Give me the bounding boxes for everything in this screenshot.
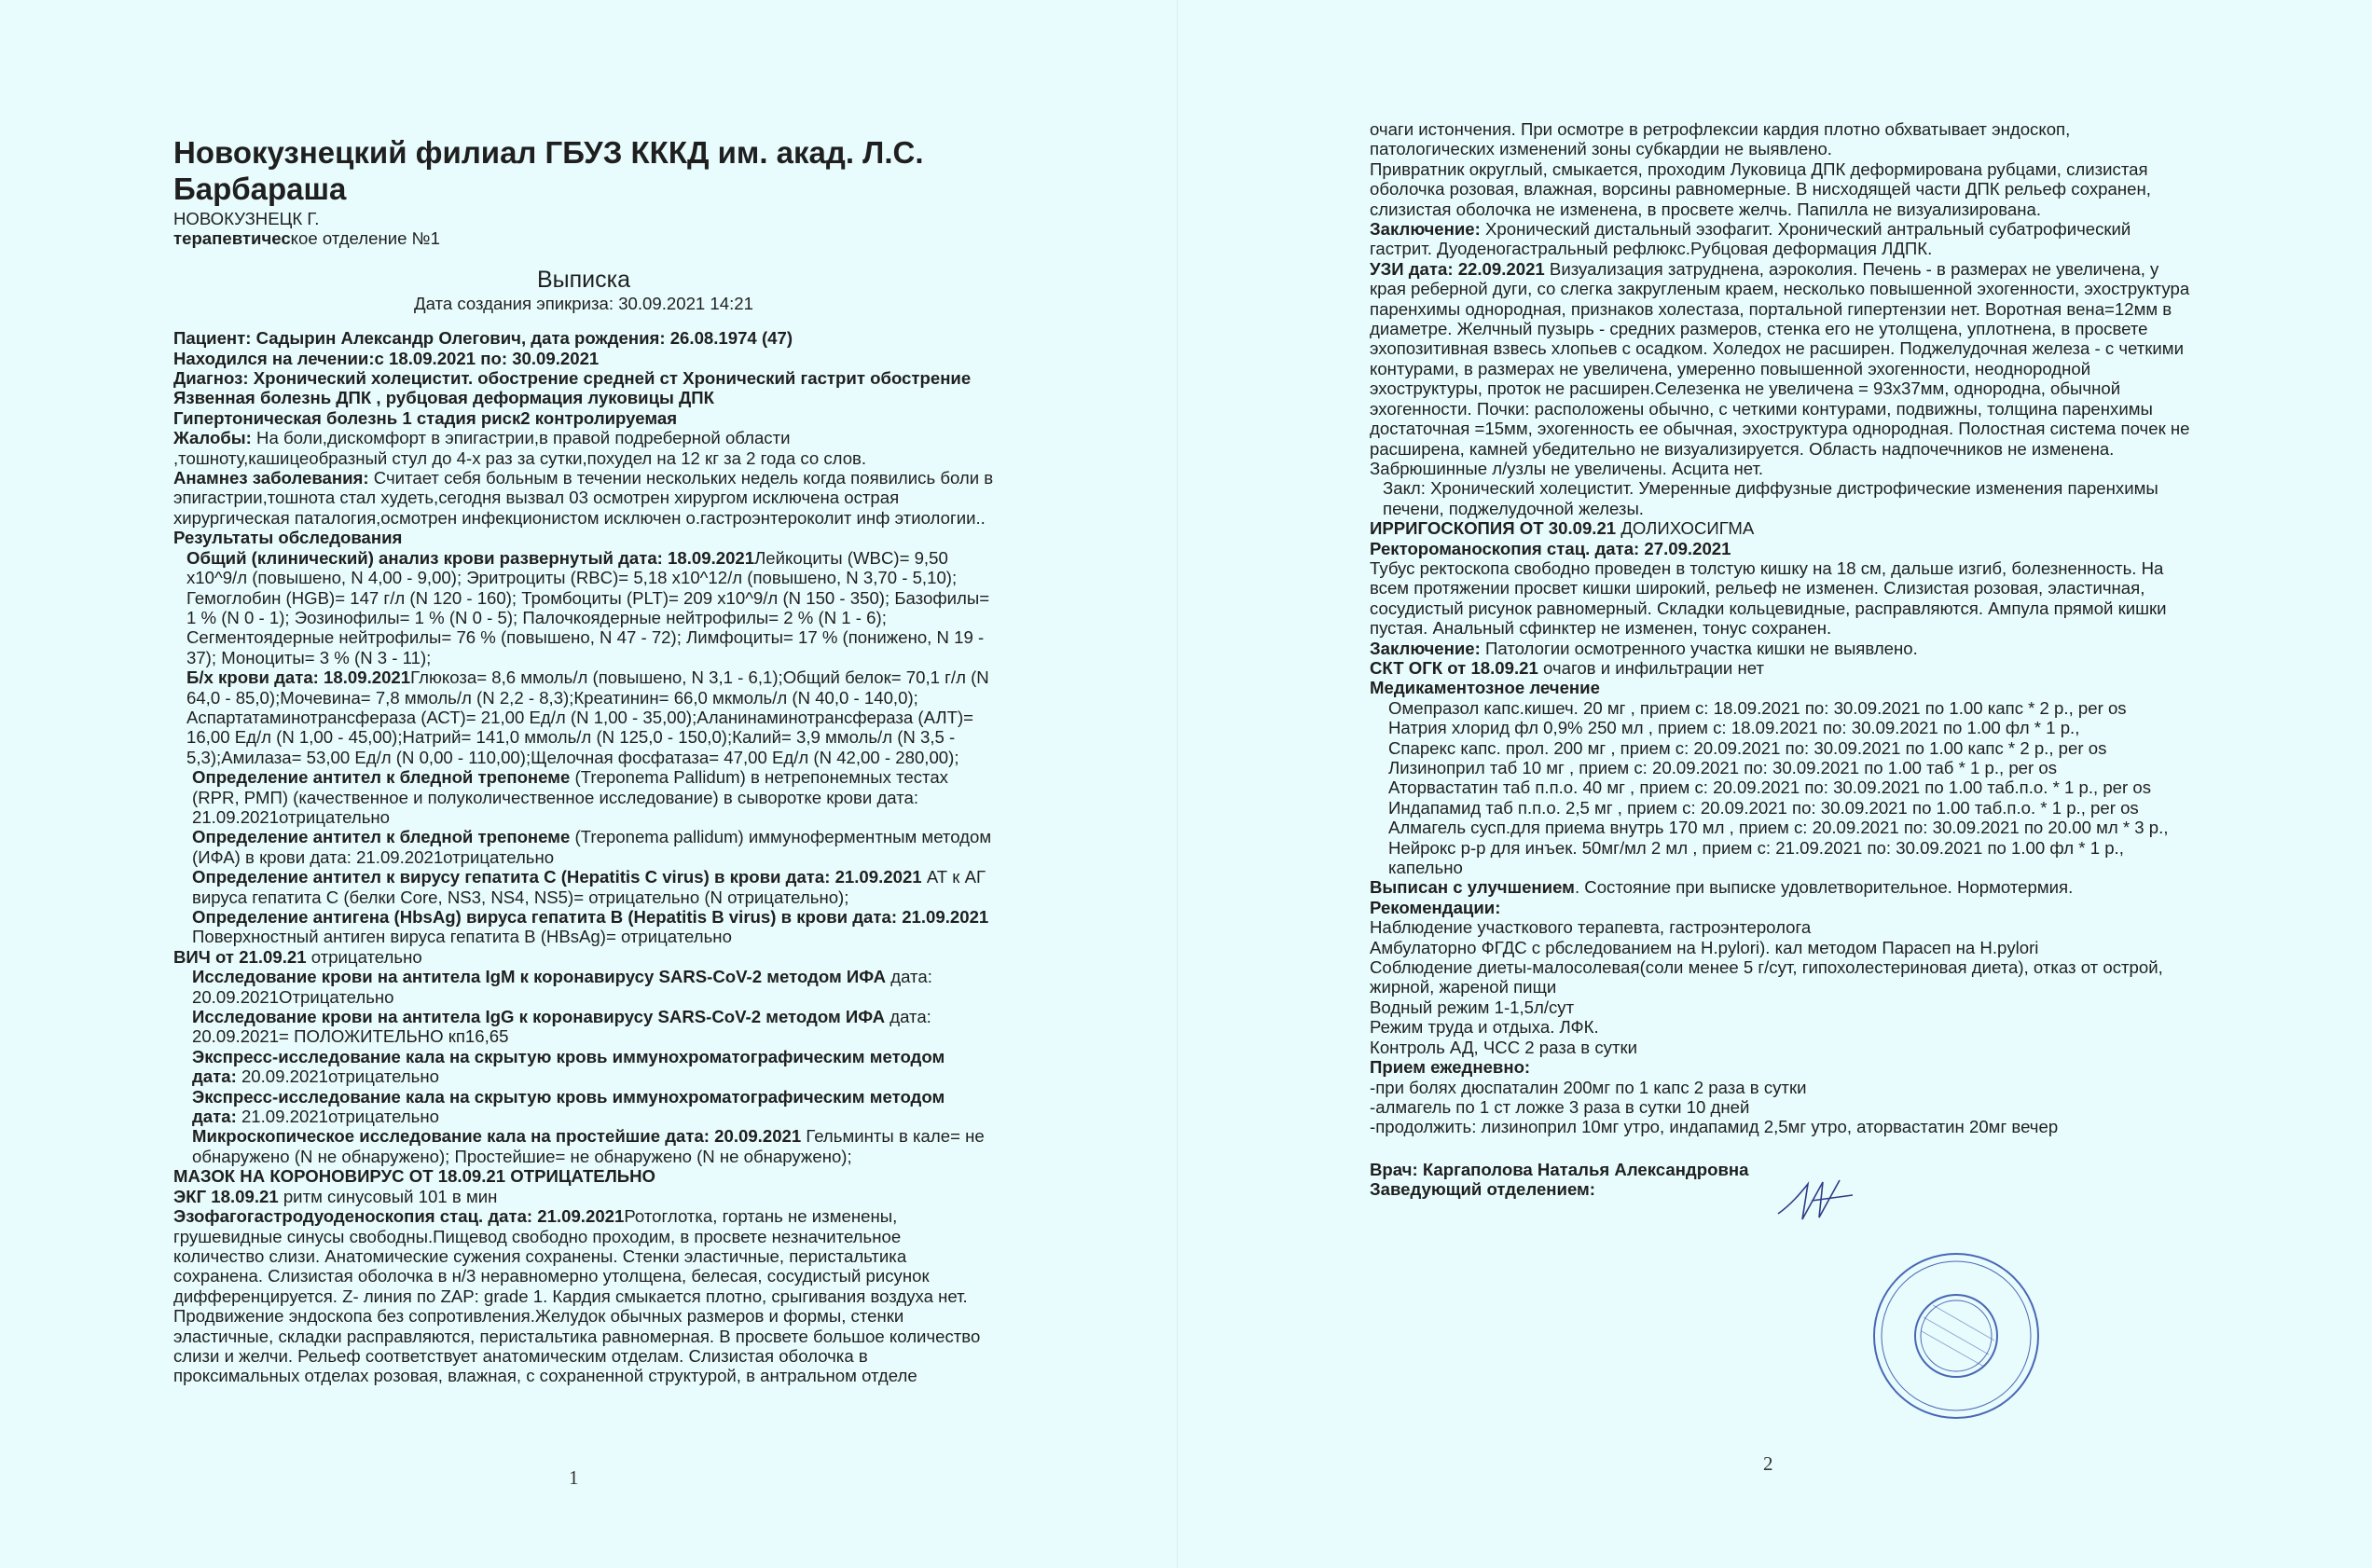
page-2-lines xyxy=(1370,119,2190,1137)
line-text: Омепразол капс.кишеч. 20 мг , прием с: 18.09.2021 по: 30.09.2021 по 1.00 капс * 2 р., per os xyxy=(1388,697,2127,718)
line-heading: ВИЧ от 21.09.21 xyxy=(173,946,307,967)
text-line xyxy=(1370,898,2190,917)
line-text: Забрюшинные л/узлы не увеличены. Асцита нет. xyxy=(1370,458,1764,478)
page-1-lines xyxy=(173,328,994,1386)
stamp-icon xyxy=(1868,1247,2045,1424)
line-text: Амбулаторно ФГДС с рбследованием на H.pylori). кал методом Парасеп на H.pylori xyxy=(1370,937,2039,957)
text-line xyxy=(173,1187,994,1206)
page-1-content xyxy=(173,134,994,1386)
line-heading: Выписан с улучшением xyxy=(1370,877,1575,898)
head-of-department-line: Заведующий отделением: xyxy=(1370,1179,1595,1200)
text-line xyxy=(1370,957,2190,997)
line-heading: МАЗОК НА КОРОНОВИРУС ОТ 18.09.21 ОТРИЦАТЕЛЬНО xyxy=(173,1166,656,1187)
text-line xyxy=(173,1007,994,1047)
text-line xyxy=(173,408,994,428)
page-2 xyxy=(1177,0,2372,1568)
line-heading: СКТ ОГК от 18.09.21 xyxy=(1370,657,1538,678)
text-line xyxy=(1370,539,2190,558)
line-heading: Определение антител к бледной трепонеме xyxy=(192,767,571,788)
line-text: отрицательно xyxy=(306,946,422,967)
line-text: Лейкоциты (WBC)= 9,50 x10^9/л (повышено, N 4,00 - 9,00); Эритроциты (RBC)= 5,18 x10^12/л (повышено, N 3,70 - 5,10); Гемоглобин (HGB)= 147 г/л (N 120 - 160); Тромбоциты (PLT)= 209 x10^9/л (N 150 - 350); Базофилы= 1 % (N 0 - 1); Эозинофилы= 1 % (N 0 - 5); Палочкоядерные нейтрофилы= 2 % (N 1 - 6); Сегментоядерные нейтрофилы= 76 % (повышено, N 47 - 72); Лимфоциты= 17 % (понижено, N 19 - 37); Моноциты= 3 % (N 3 - 11); xyxy=(186,547,990,667)
text-line xyxy=(1370,678,2190,697)
line-text: (Treponema pallidum) иммуноферментным методом (ИФА) в крови дата: 21.09.2021отрицательно xyxy=(192,827,992,867)
text-line xyxy=(1370,658,2190,678)
line-text: Глюкоза= 8,6 ммоль/л (повышено, N 3,1 - 6,1);Общий белок= 70,1 г/л (N 64,0 - 85,0);Мочевина= 7,8 ммоль/л (N 2,2 - 8,3);Креатинин= 66,0 мкмоль/л (N 40,0 - 140,0); Аспартатаминотрансфераза (АСТ)= 21,00 Ед/л (N 1,00 - 35,00);Аланинаминотрансфераза (АЛТ)= 16,00 Ед/л (N 1,00 - 45,00);Натрий= 141,0 ммоль/л (N 125,0 - 150,0);Калий= 3,9 ммоль/л (N 3,5 - 5,3);Амилаза= 53,00 Ед/л (N 0,00 - 110,00);Щелочная фосфатаза= 47,00 Ед/л (N 42,00 - 280,00); xyxy=(186,667,989,767)
page-1 xyxy=(0,0,1177,1568)
text-line xyxy=(173,1166,994,1186)
line-heading: Жалобы: xyxy=(173,428,252,448)
text-line xyxy=(173,368,994,408)
text-line xyxy=(173,1206,994,1386)
line-heading: Общий (клинический) анализ крови развернутый дата: 18.09.2021 xyxy=(186,547,755,568)
text-line xyxy=(1370,639,2190,658)
line-text: Соблюдение диеты-малосолевая(соли менее 5 г/сут, гипохолестериновая диета), отказ от острой, жирной, жареной пищи xyxy=(1370,957,2163,997)
line-heading: Диагноз: Хронический холецистит. обострение средней ст Хронический гастрит обострение Язвенная болезнь ДПК , рубцовая деформация луковицы ДПК xyxy=(173,368,972,408)
line-heading: Гипертоническая болезнь 1 стадия риск2 контролируемая xyxy=(173,407,678,428)
signature-icon xyxy=(1774,1176,1858,1227)
line-text: Наблюдение участкового терапевта, гастроэнтеролога xyxy=(1370,917,1812,938)
text-line xyxy=(1370,997,2190,1017)
text-line xyxy=(173,548,994,667)
line-text: Тубус ректоскопа свободно проведен в толстую кишку на 18 см, дальше изгиб, болезненность. На всем протяжении просвет кишки широкий, рельеф не изменен. Слизистая розовая, эластичная, сосудистый рисунок равномерный. Складки кольцевидные, расправляются. Ампула прямой кишки пустая. Анальный сфинктер не изменен, тонус сохранен. xyxy=(1370,557,2167,639)
text-line xyxy=(173,967,994,1007)
line-text: Хронический дистальный эзофагит. Хронический антральный субатрофический гастрит. Дуоденогастральный рефлюкс.Рубцовая деформация ЛДПК. xyxy=(1370,219,2131,259)
line-text: ритм синусовый 101 в мин xyxy=(278,1186,498,1206)
text-line xyxy=(173,767,994,827)
text-line xyxy=(1370,1017,2190,1037)
line-heading: Прием ежедневно: xyxy=(1370,1057,1531,1078)
text-line xyxy=(173,428,994,468)
line-heading: Определение антител к бледной трепонеме xyxy=(192,827,571,847)
line-heading: Эзофагогастродуоденоскопия стац. дата: 21.09.2021 xyxy=(173,1206,625,1227)
text-line xyxy=(1370,478,2190,518)
line-heading: Результаты обследования xyxy=(173,528,403,548)
line-heading: ИРРИГОСКОПИЯ ОТ 30.09.21 xyxy=(1370,518,1617,539)
line-text: Натрия хлорид фл 0,9% 250 мл , прием с: 18.09.2021 по: 30.09.2021 по 1.00 фл * 1 р., xyxy=(1388,718,2080,738)
line-text: 21.09.2021отрицательно xyxy=(236,1107,439,1127)
line-text: Поверхностный антиген вируса гепатита В (HBsAg)= отрицательно xyxy=(192,927,732,947)
line-text: Привратник округлый, смыкается, проходим Луковица ДПК деформирована рубцами, слизистая оболочка розовая, влажная, ворсины равномерные. В нисходящей части ДПК рельеф сохранен, слизистая оболочка не изменена, в просвете желчь. Папилла не визуализирована. xyxy=(1370,158,2151,219)
document-title: Выписка xyxy=(536,266,631,293)
text-line xyxy=(1370,777,2190,797)
line-text: -продолжить: лизиноприл 10мг утро, индапамид 2,5мг утро, аторвастатин 20мг вечер xyxy=(1370,1117,2059,1137)
department-rest: кое отделение №1 xyxy=(290,228,440,249)
line-text: Ротоглотка, гортань не изменены, грушевидные синусы свободны.Пищевод свободно проходим, в просвете незначительное количество слизи. Анатомические сужения сохранены. Стенки эластичные, перистальтика сохранена. Слизистая оболочка в н/3 неравномерно утолщена, белесая, сосудистый рисунок дифференцируется. Z- линия по ZAP: grade 1. Кардия смыкается плотно, срыгивания воздуха нет. Продвижение эндоскопа без сопротивления.Желудок обычных размеров и формы, стенки эластичные, складки расправляются, перистальтика равномерная. В просвете большое количество слизи и желчи. Рельеф соответствует анатомическим отделам. Слизистая оболочка в проксимальных отделах розовая, влажная, с сохраненной структурой, в антральном отделе xyxy=(173,1206,981,1386)
line-heading: Заключение: xyxy=(1370,219,1481,240)
line-text: -алмагель по 1 ст ложке 3 раза в сутки 10 дней xyxy=(1370,1096,1750,1117)
text-line xyxy=(1370,219,2190,259)
text-line xyxy=(1370,698,2190,718)
text-line xyxy=(173,349,994,368)
text-line xyxy=(1370,738,2190,758)
line-text: Аторвастатин таб п.п.о. 40 мг , прием с: 20.09.2021 по: 30.09.2021 по 1.00 таб.п.о. * 1 р., per os xyxy=(1388,777,2152,798)
line-text: Нейрокс р-р для инъек. 50мг/мл 2 мл , прием с: 21.09.2021 по: 30.09.2021 по 1.00 фл * 1 р., капельно xyxy=(1388,837,2124,878)
line-text: дата: 20.09.2021= ПОЛОЖИТЕЛЬНО кп16,65 xyxy=(192,1007,931,1047)
text-line xyxy=(173,468,994,528)
text-line xyxy=(1370,838,2190,878)
line-text: очагов и инфильтрации нет xyxy=(1538,657,1764,678)
line-text: очаги истончения. При осмотре в ретрофлексии кардия плотно обхватывает эндоскоп, патологических изменений зоны субкардии не выявлено. xyxy=(1370,119,2071,159)
text-line xyxy=(173,1047,994,1087)
page-number: 2 xyxy=(1763,1452,1773,1475)
line-heading: Микроскопическое исследование кала на простейшие дата: 20.09.2021 xyxy=(192,1126,802,1147)
text-line xyxy=(1370,1078,2190,1097)
line-text: ДОЛИХОСИГМА xyxy=(1616,518,1755,539)
line-text: Индапамид таб п.п.о. 2,5 мг , прием с: 20.09.2021 по: 30.09.2021 по 1.00 таб.п.о. * 1 р., per os xyxy=(1388,797,2139,818)
doctor-line: Врач: Каргаполова Наталья Александровна xyxy=(1370,1159,1749,1179)
line-heading: Заключение: xyxy=(1370,638,1481,658)
text-line xyxy=(173,667,994,767)
text-line xyxy=(173,947,994,967)
line-heading: Ректороманоскопия стац. дата: 27.09.2021 xyxy=(1370,538,1731,558)
text-line xyxy=(173,907,994,947)
text-line xyxy=(173,528,994,547)
line-text: 20.09.2021отрицательно xyxy=(236,1066,439,1087)
text-line xyxy=(173,1126,994,1166)
line-heading: Б/х крови дата: 18.09.2021 xyxy=(186,667,411,688)
department-bold: терапевтичес xyxy=(173,228,291,249)
city: НОВОКУЗНЕЦК Г. xyxy=(173,209,320,228)
text-line xyxy=(1370,1038,2190,1057)
line-heading: Рекомендации: xyxy=(1370,897,1501,917)
line-text: дата: 20.09.2021Отрицательно xyxy=(192,967,932,1007)
text-line xyxy=(1370,758,2190,777)
line-heading: Исследование крови на антитела IgG к коронавирусу SARS-CoV-2 методом ИФА xyxy=(192,1007,886,1027)
line-heading: Находился на лечении:с 18.09.2021 по: 30.09.2021 xyxy=(173,348,600,368)
line-text: На боли,дискомфорт в эпигастрии,в правой подреберной области ,тошноту,кашицеобразный стул до 4-х раз за сутки,похудел на 12 кг за 2 года со слов. xyxy=(173,428,867,468)
text-line xyxy=(173,328,994,348)
line-text: . Состояние при выписке удовлетворительное. Нормотермия. xyxy=(1574,877,2074,898)
text-line xyxy=(1370,1117,2190,1136)
line-text: Гельминты в кале= не обнаружено (N не обнаружено); Простейшие= не обнаружено (N не обнаружено); xyxy=(192,1126,985,1166)
line-text: АТ к АГ вируса гепатита С (белки Core, NS3, NS4, NS5)= отрицательно (N отрицательно); xyxy=(192,867,986,907)
text-line xyxy=(173,827,994,867)
line-text: Контроль АД, ЧСС 2 раза в сутки xyxy=(1370,1037,1637,1057)
organization-title: Новокузнецкий филиал ГБУЗ КККД им. акад. Л.С. Барбараша xyxy=(173,135,924,206)
line-text: Спарекс капс. прол. 200 мг , прием с: 20.09.2021 по: 30.09.2021 по 1.00 капс * 2 р., per os xyxy=(1388,737,2107,758)
text-line xyxy=(1370,938,2190,957)
line-heading: ЭКГ 18.09.21 xyxy=(173,1186,279,1206)
line-text: Патологии осмотренного участка кишки не выявлено. xyxy=(1480,638,1918,658)
text-line xyxy=(1370,718,2190,737)
text-line xyxy=(1370,798,2190,818)
text-line xyxy=(1370,1057,2190,1077)
text-line xyxy=(1370,917,2190,937)
line-heading: Определение антител к вирусу гепатита С (Hepatitis C virus) в крови дата: 21.09.2021 xyxy=(192,867,922,887)
text-line xyxy=(1370,459,2190,478)
line-text: Закл: Хронический холецистит. Умеренные диффузные дистрофические изменения паренхимы печени, поджелудочной железы. xyxy=(1383,478,2158,518)
line-text: Режим труда и отдыха. ЛФК. xyxy=(1370,1017,1599,1038)
line-text: Считает себя больным в течении нескольких недель когда появились боли в эпигастрии,тошнота стал худеть,сегодня вызвал 03 осмотрен хирургом исключена острая хирургическая паталогия,осмотрен инфекционистом исключен о.гастроэнтероколит инф этиологии.. xyxy=(173,468,994,528)
line-heading: Исследование крови на антитела IgM к коронавирусу SARS-CoV-2 методом ИФА xyxy=(192,967,887,987)
text-line xyxy=(1370,1097,2190,1117)
line-text: Лизиноприл таб 10 мг , прием с: 20.09.2021 по: 30.09.2021 по 1.00 таб * 1 р., per os xyxy=(1388,758,2058,777)
text-line xyxy=(1370,119,2190,159)
line-heading: Медикаментозное лечение xyxy=(1370,678,1600,698)
line-text: -при болях дюспаталин 200мг по 1 капс 2 раза в сутки xyxy=(1370,1077,1807,1097)
line-heading: Определение антигена (HbsAg) вируса гепатита В (Hepatitis B virus) в крови дата: 21.09.2021 xyxy=(192,907,989,927)
page-number: 1 xyxy=(569,1466,579,1489)
text-line xyxy=(1370,818,2190,837)
text-line xyxy=(1370,558,2190,639)
line-heading: Экспресс-исследование кала на скрытую кровь иммунохроматографическим методом дата: xyxy=(192,1086,945,1127)
line-text: Алмагель сусп.для приема внутрь 170 мл , прием с: 20.09.2021 по: 30.09.2021 по 20.00 мл * 3 р., xyxy=(1388,818,2169,838)
text-line xyxy=(1370,259,2190,459)
text-line xyxy=(1370,518,2190,538)
department xyxy=(173,228,994,248)
text-line xyxy=(173,1087,994,1127)
line-heading: Анамнез заболевания: xyxy=(173,468,369,488)
text-line xyxy=(1370,877,2190,897)
text-line xyxy=(173,867,994,907)
line-heading: Пациент: Садырин Александр Олегович, дата рождения: 26.08.1974 (47) xyxy=(173,328,793,349)
line-text: Визуализация затруднена, аэроколия. Печень - в размерах не увеличена, у края реберной дуги, со слегка закругленым краем, несколько повышенной эхогенности, эхоструктура паренхимы однородная, признаков холестаза, портальной гипертензии нет. Воротная вена=12мм в диаметре. Желчный пузырь - средних размеров, стенка его не утолщена, уплотнена, в просвете эхопозитивная взвесь хлопьев с осадком. Холедох не расширен. Поджелудочная железа - с четкими контурами, в размерах не увеличена, умеренно повышенной эхогенности, неоднородной эхоструктуры, проток не расширен.Селезенка не увеличена = 93х37мм, однородна, обычной эхогенности. Почки: расположены обычно, с четкими контурами, подвижны, толщина паренхимы достаточная =15мм, эхогенность ее обычная, эхоструктура однородная. Полостная система почек не расширена, камней убедительно не визуализируется. Область надпочечников не изменена. xyxy=(1370,258,2190,459)
line-heading: УЗИ дата: 22.09.2021 xyxy=(1370,258,1545,279)
line-text: Водный режим 1-1,5л/сут xyxy=(1370,997,1575,1017)
creation-date: Дата создания эпикриза: 30.09.2021 14:21 xyxy=(414,293,753,313)
line-text: (Treponema Pallidum) в нетрепонемных тестах (RPR, РМП) (качественное и полуколичественное исследование) в сыворотке крови дата: 21.09.2021отрицательно xyxy=(192,767,948,827)
text-line xyxy=(1370,159,2190,219)
page-2-content xyxy=(1370,119,2190,1200)
line-heading: Экспресс-исследование кала на скрытую кровь иммунохроматографическим методом дата: xyxy=(192,1046,945,1087)
